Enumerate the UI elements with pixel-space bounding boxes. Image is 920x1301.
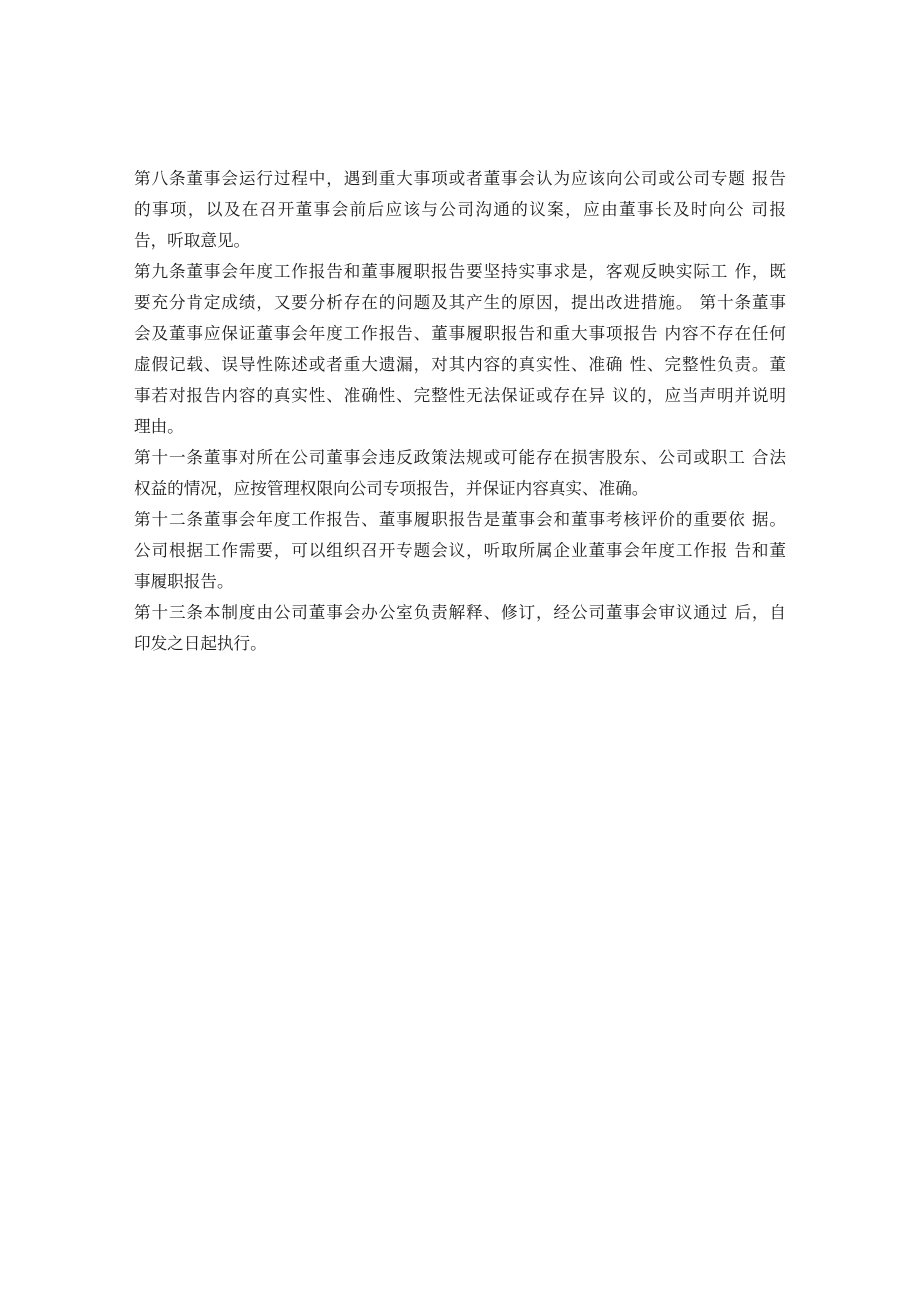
- text-line: 第十二条董事会年度工作报告、董事履职报告是董事会和董事考核评价的重要依 据。: [134, 510, 786, 529]
- text-line: 事若对报告内容的真实性、准确性、完整性无法保证或存在异 议的，应当声明并说明: [134, 386, 786, 405]
- text-line: 会及董事应保证董事会年度工作报告、董事履职报告和重大事项报告 内容不存在任何: [134, 324, 786, 343]
- paragraph-article-12: [134, 504, 786, 597]
- text-line: 虚假记载、误导性陈述或者重大遗漏，对其内容的真实性、准确 性、完整性负责。董: [134, 355, 786, 374]
- text-line: 告，听取意见。: [134, 231, 251, 250]
- text-line: 要充分肯定成绩，又要分析存在的问题及其产生的原因，提出改进措施。 第十条董事: [134, 293, 786, 312]
- paragraph-article-8: [134, 163, 786, 256]
- text-line: 的事项，以及在召开董事会前后应该与公司沟通的议案，应由董事长及时向公 司报: [134, 200, 786, 219]
- text-line: 事履职报告。: [134, 572, 234, 591]
- text-line: 权益的情况，应按管理权限向公司专项报告，并保证内容真实、准确。: [134, 479, 649, 498]
- paragraph-article-11: [134, 442, 786, 504]
- text-line: 印发之日起执行。: [134, 634, 267, 653]
- paragraph-article-9-10: [134, 256, 786, 442]
- text-line: 第八条董事会运行过程中，遇到重大事项或者董事会认为应该向公司或公司专题 报告: [134, 169, 786, 188]
- text-line: 第十一条董事对所在公司董事会违反政策法规或可能存在损害股东、公司或职工 合法: [134, 448, 786, 467]
- text-line: 第九条董事会年度工作报告和董事履职报告要坚持实事求是，客观反映实际工 作，既: [134, 262, 786, 281]
- document-body: [134, 163, 786, 659]
- text-line: 第十三条本制度由公司董事会办公室负责解释、修订，经公司董事会审议通过 后，自: [134, 603, 786, 622]
- text-line: 理由。: [134, 417, 184, 436]
- text-line: 公司根据工作需要，可以组织召开专题会议，听取所属企业董事会年度工作报 告和董: [134, 541, 786, 560]
- paragraph-article-13: [134, 597, 786, 659]
